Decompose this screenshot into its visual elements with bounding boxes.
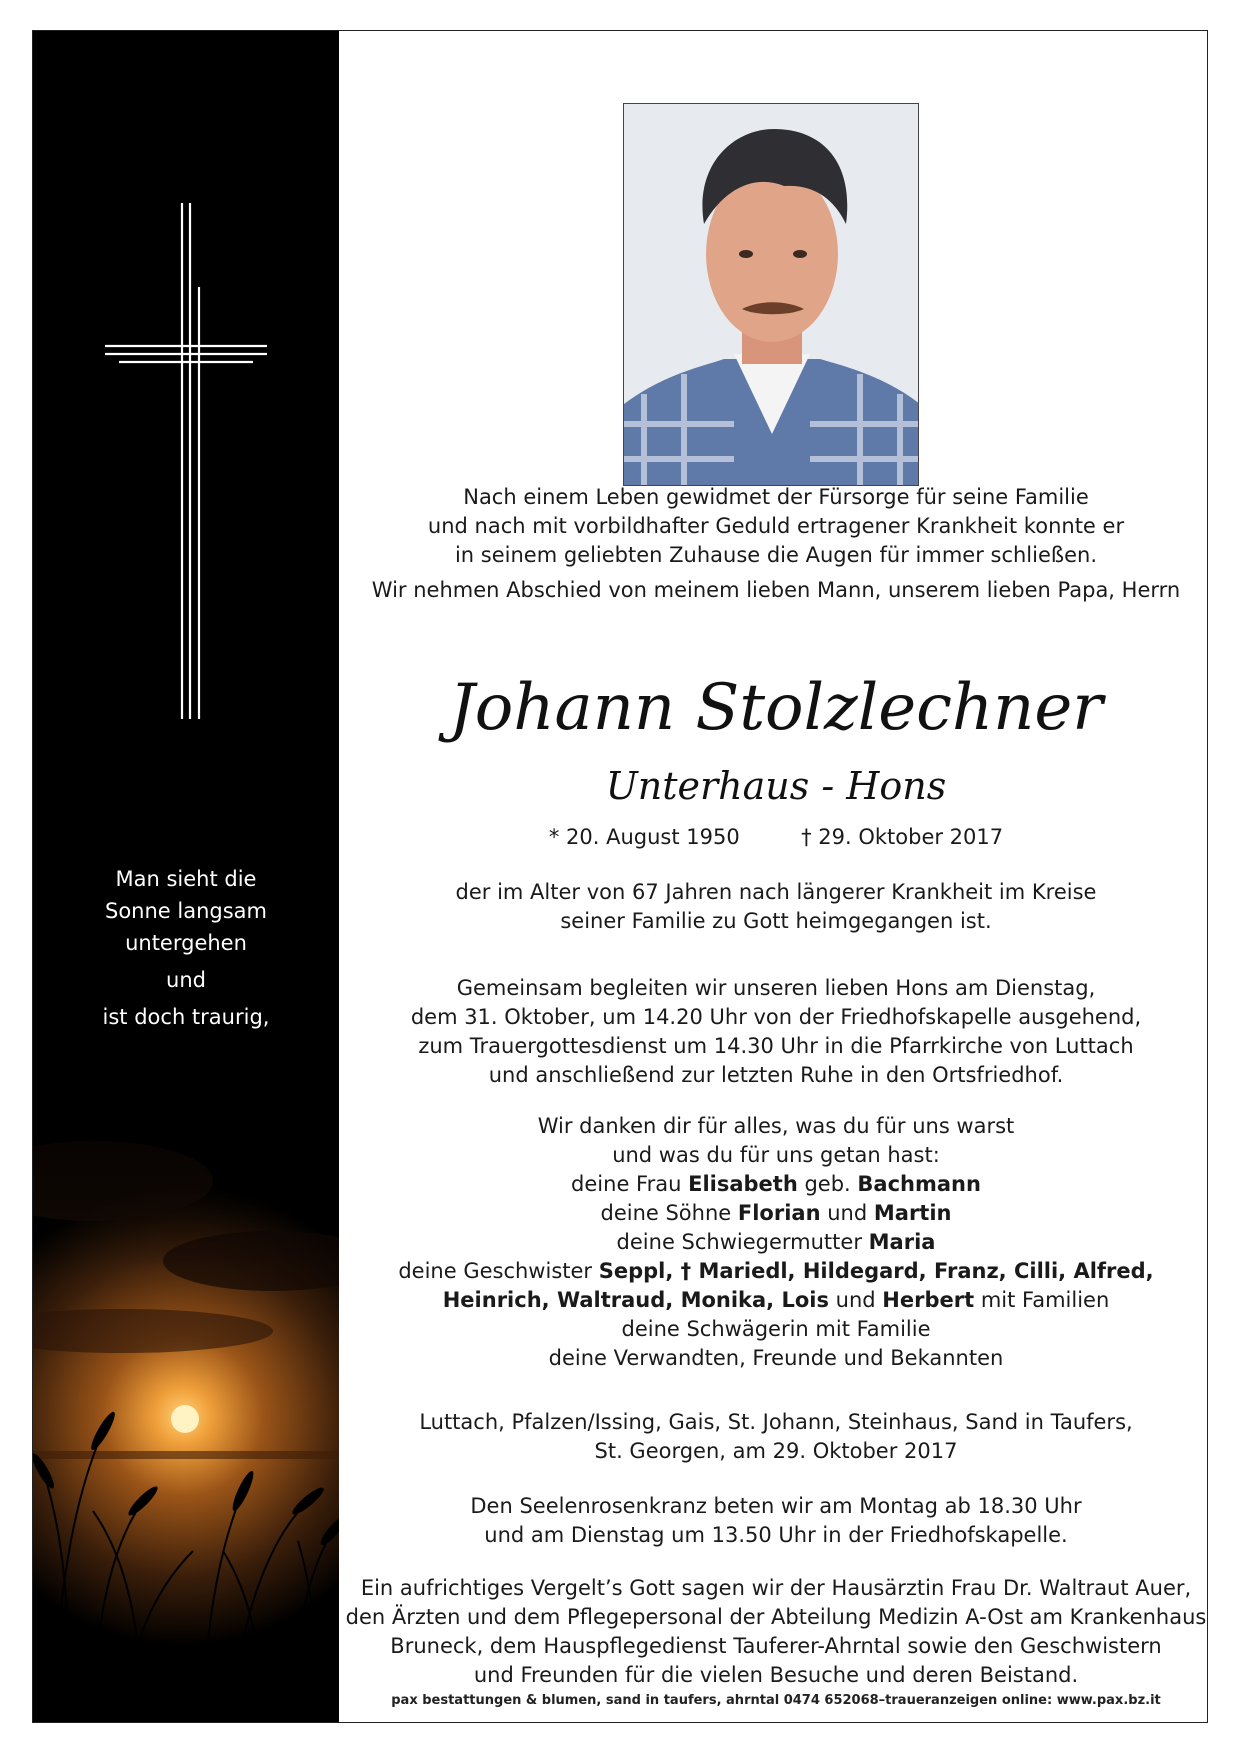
thanks-line: und was du für uns getan hast: [612, 1143, 940, 1167]
life-dates [345, 823, 1207, 852]
places-line: St. Georgen, am 29. Oktober 2017 [594, 1439, 958, 1463]
siblings-line: Heinrich, Waltraud, Monika, Lois und Herbert mit Familien [442, 1288, 1110, 1312]
son-name: Florian [737, 1201, 821, 1225]
gratitude-line: Ein aufrichtiges Vergelt’s Gott sagen wir der Hausärztin Frau Dr. Waltraut Auer, [360, 1576, 1192, 1600]
thanks-line: Wir danken dir für alles, was du für uns warst [537, 1114, 1015, 1138]
mother-in-law-name: Maria [868, 1230, 936, 1254]
rosary-text [345, 1492, 1207, 1550]
verse-line: Sonne langsam [104, 899, 267, 923]
funeral-text [345, 974, 1207, 1090]
sunset-image [33, 1031, 339, 1722]
thanks-text [345, 1112, 1207, 1373]
wife-maiden-name: Bachmann [857, 1172, 981, 1196]
verse-line: ist doch traurig, [102, 1005, 270, 1029]
cross-icon [99, 191, 274, 731]
son-name: Martin [873, 1201, 952, 1225]
age-text [345, 878, 1207, 936]
death-date: † 29. Oktober 2017 [801, 825, 1004, 849]
verse-line: und [166, 968, 206, 992]
intro-line: Nach einem Leben gewidmet der Fürsorge für seine Familie [463, 485, 1089, 509]
house-name: Unterhaus - Hons [605, 764, 947, 808]
gratitude-line: und Freunden für die vielen Besuche und deren Beistand. [473, 1663, 1079, 1687]
verse-line: Man sieht die [115, 867, 257, 891]
funeral-line: dem 31. Oktober, um 14.20 Uhr von der Friedhofskapelle ausgehend, [410, 1005, 1142, 1029]
sibling-name: Herbert [882, 1288, 975, 1312]
funeral-line: zum Trauergottesdienst um 14.30 Uhr in die Pfarrkirche von Luttach [418, 1034, 1134, 1058]
rosary-line: und am Dienstag um 13.50 Uhr in der Friedhofskapelle. [484, 1523, 1068, 1547]
intro-line: und nach mit vorbildhafter Geduld ertragener Krankheit konnte er [427, 514, 1125, 538]
wife-line: deine Frau Elisabeth geb. Bachmann [571, 1172, 981, 1196]
gratitude-line: Bruneck, dem Hauspflegedienst Tauferer-Ahrntal sowie den Geschwistern [390, 1634, 1162, 1658]
relatives-line: deine Verwandten, Freunde und Bekannten [548, 1346, 1004, 1370]
sister-in-law-line: deine Schwägerin mit Familie [621, 1317, 931, 1341]
verse-line: untergehen [125, 931, 247, 955]
intro-text [345, 483, 1207, 605]
gratitude-text [345, 1574, 1207, 1690]
mother-in-law-line: deine Schwiegermutter Maria [616, 1230, 936, 1254]
portrait-photo [623, 103, 919, 486]
gratitude-line: den Ärzten und dem Pflegepersonal der Abteilung Medizin A-Ost am Krankenhaus [345, 1605, 1207, 1629]
siblings-names: Heinrich, Waltraud, Monika, Lois [442, 1288, 829, 1312]
siblings-names: Seppl, † Mariedl, Hildegard, Franz, Cilli, Alfred, [598, 1259, 1154, 1283]
age-line: der im Alter von 67 Jahren nach längerer Krankheit im Kreise [455, 880, 1097, 904]
siblings-line: deine Geschwister Seppl, † Mariedl, Hildegard, Franz, Cilli, Alfred, [398, 1259, 1154, 1283]
funeral-line: Gemeinsam begleiten wir unseren lieben Hons am Dienstag, [456, 976, 1096, 1000]
funeral-line: und anschließend zur letzten Ruhe in den Ortsfriedhof. [488, 1063, 1064, 1087]
intro-line: Wir nehmen Abschied von meinem lieben Mann, unserem lieben Papa, Herrn [371, 578, 1181, 602]
places-text [345, 1408, 1207, 1466]
intro-line: in seinem geliebten Zuhause die Augen für immer schließen. [454, 543, 1098, 567]
deceased-name: Johann Stolzlechner [449, 671, 1103, 745]
rosary-line: Den Seelenrosenkranz beten wir am Montag ab 18.30 Uhr [470, 1494, 1082, 1518]
birth-date: * 20. August 1950 [548, 825, 740, 849]
footer-credit: pax bestattungen & blumen, sand in taufers, ahrntal 0474 652068–traueranzeigen online: www.pax.bz.it [391, 1693, 1161, 1708]
wife-name: Elisabeth [688, 1172, 798, 1196]
portrait-image [624, 104, 919, 486]
places-line: Luttach, Pfalzen/Issing, Gais, St. Johann, Steinhaus, Sand in Taufers, [419, 1410, 1133, 1434]
side-panel [33, 31, 339, 1722]
age-line: seiner Familie zu Gott heimgegangen ist. [560, 909, 992, 933]
sons-line: deine Söhne Florian und Martin [600, 1201, 952, 1225]
